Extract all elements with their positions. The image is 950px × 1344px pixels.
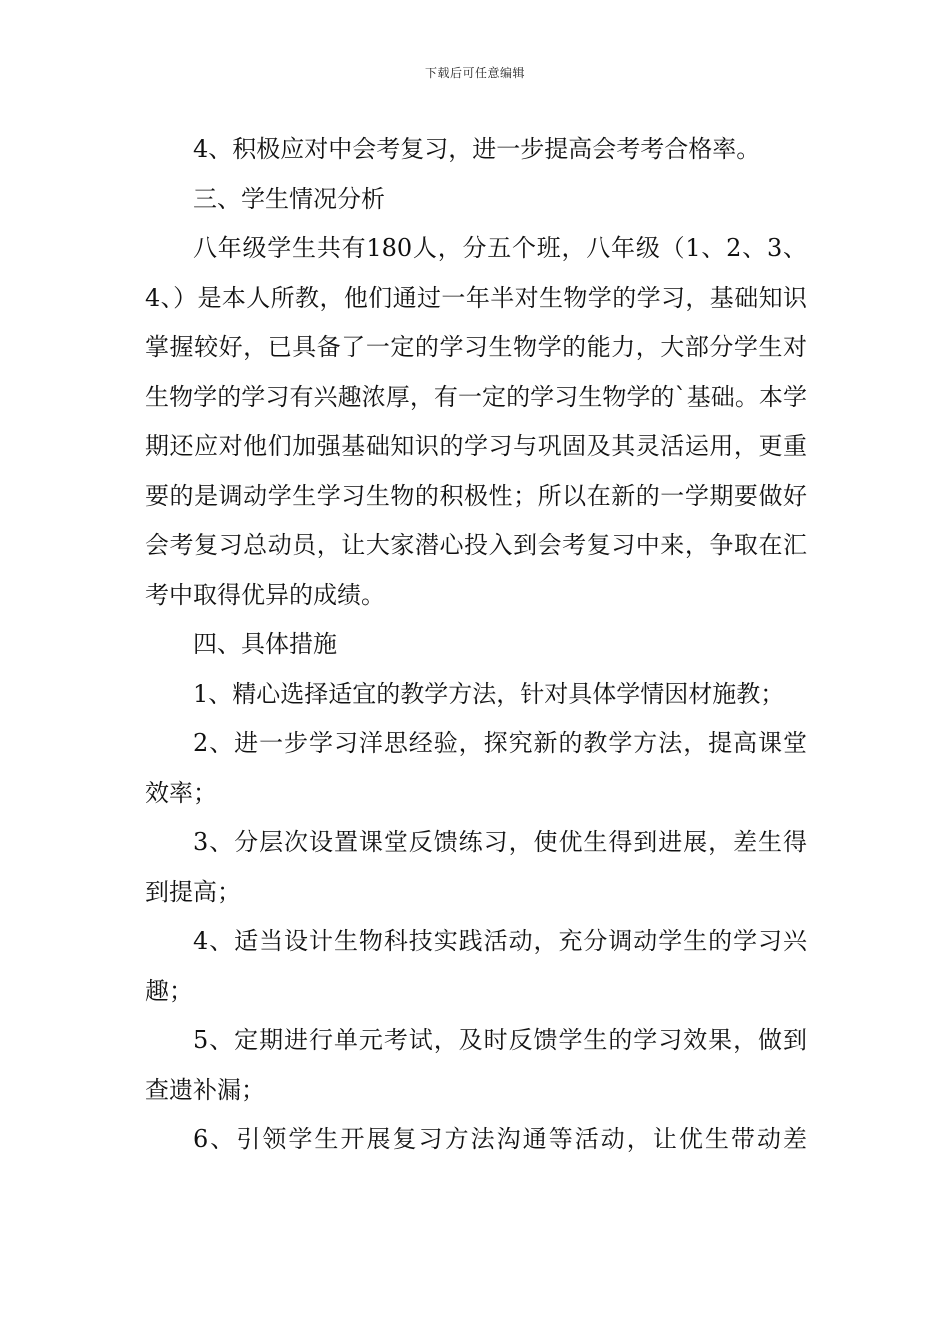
paragraph-student-analysis: 八年级学生共有180人，分五个班，八年级（1、2、3、4、）是本人所教，他们通过一年半对生物学的学习，基础知识掌握较好，已具备了一定的学习生物学的能力，大部分学生对生物学的学习有兴趣浓厚，有一定的学习生物学的`基础。本学期还应对他们加强基础知识的学习与巩固及其灵活运用，更重要的是调动学生学习生物的积极性；所以在新的一学期要做好会考复习总动员，让大家潜心投入到会考复习中来，争取在汇考中取得优异的成绩。 — [145, 234, 807, 609]
page-header: 下载后可任意编辑 — [424, 66, 525, 80]
section-heading-student-analysis: 三、学生情况分析 — [193, 184, 385, 213]
list-item-measure-2: 2、进一步学习洋思经验，探究新的教学方法，提高课堂效率； — [145, 729, 807, 807]
list-item-measure-1: 1、精心选择适宜的教学方法，针对具体学情因材施教； — [193, 679, 785, 708]
list-item-measure-5: 5、定期进行单元考试，及时反馈学生的学习效果，做到查遗补漏； — [145, 1026, 807, 1104]
paragraph-goal-4: 4、积极应对中会考复习，进一步提高会考考合格率。 — [193, 135, 761, 163]
section-heading-measures: 四、具体措施 — [193, 630, 337, 658]
list-item-measure-4: 4、适当设计生物科技实践活动，充分调动学生的学习兴趣； — [145, 927, 807, 1005]
list-item-measure-6: 6、引领学生开展复习方法沟通等活动，让优生带动差 — [193, 1125, 807, 1153]
document-body — [145, 125, 807, 1165]
list-item-measure-3: 3、分层次设置课堂反馈练习，使优生得到进展，差生得到提高； — [145, 828, 807, 906]
